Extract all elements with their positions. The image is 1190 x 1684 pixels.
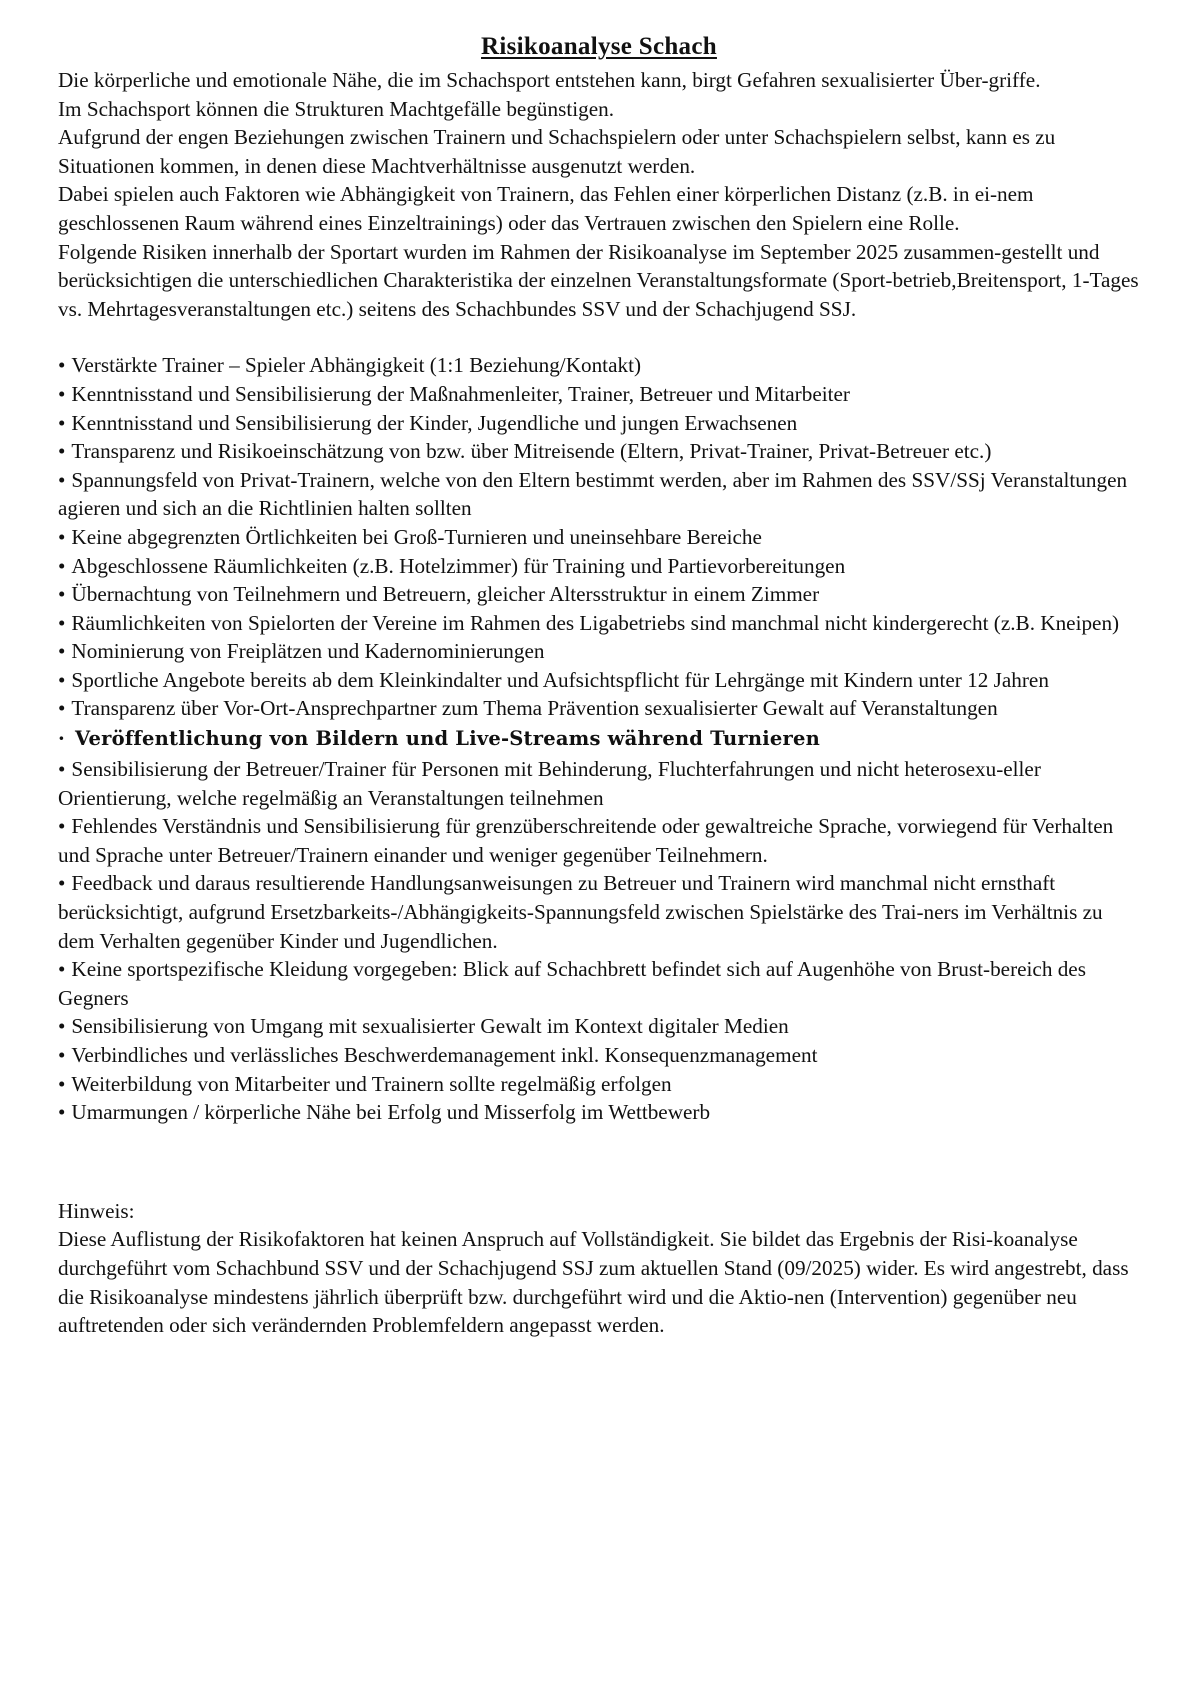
bullet-icon: • [58,582,66,607]
risk-item [58,955,1140,1012]
risk-text: Sportliche Angebote bereits ab dem Kleinkindalter und Aufsichtspflicht für Lehrgänge mit Kindern unter 12 Jahren [71,667,1049,692]
risk-item [58,694,1140,723]
note-label: Hinweis: [58,1198,135,1223]
bullet-icon: • [58,381,66,406]
intro-paragraph: Die körperliche und emotionale Nähe, die im Schachsport entstehen kann, birgt Gefahren sexualisierter Über-griffe. [58,68,1041,92]
risk-text: Nominierung von Freiplätzen und Kadernominierungen [71,639,545,664]
risk-item [58,1041,1140,1070]
risk-item-highlighted [58,723,1140,755]
risk-text: Fehlendes Verständnis und Sensibilisierung für grenzüberschreitende oder gewaltreiche Sprache, vorwiegend für Verhalten und Sprache unter Betreuer/Trainern einander und weniger gegenüber Teilnehmern. [58,814,1114,867]
spacer [58,1127,1140,1197]
risk-item [58,523,1140,552]
note-text: Diese Auflistung der Risikofaktoren hat keinen Anspruch auf Vollständigkeit. Sie bildet das Ergebnis der Risi-koanalyse durchgeführt vom Schachbund SSV und der Schachjugend SSJ zum aktuellen Stand (09/2025) wider. Es wird angestrebt, dass die Risikoanalyse mindestens jährlich überprüft bzw. durchgeführt wird und die Aktio-nen (Intervention) gegenüber neu auftretenden oder sich verändernden Problemfeldern angepasst werden. [58,1227,1129,1338]
risk-text: Feedback und daraus resultierende Handlungsanweisungen zu Betreuer und Trainern wird manchmal nicht ernsthaft berücksichtigt, aufgrund Ersetzbarkeits-/Abhängigkeits-Spannungsfeld zwischen Spielstärke des Trai-ners im Verhältnis zu dem Verhalten gegenüber Kinder und Jugendlichen. [58,871,1103,953]
risk-text: Räumlichkeiten von Spielorten der Vereine im Rahmen des Ligabetriebs sind manchmal nicht kindergerecht (z.B. Kneipen) [71,610,1120,635]
bullet-icon: • [58,553,66,578]
bullet-icon: • [58,410,66,435]
bullet-icon: • [58,524,66,549]
risk-text: Sensibilisierung der Betreuer/Trainer für Personen mit Behinderung, Fluchterfahrungen und nicht heterosexu-eller Orientierung, welche regelmäßig an Veranstaltungen teilnehmen [58,757,1041,810]
risk-text: Weiterbildung von Mitarbeiter und Trainern sollte regelmäßig erfolgen [71,1071,672,1096]
risk-text: Verstärkte Trainer – Spieler Abhängigkeit (1:1 Beziehung/Kontakt) [71,353,642,378]
risk-item [58,1012,1140,1041]
bullet-icon: • [58,667,66,692]
risk-text: Kenntnisstand und Sensibilisierung der Maßnahmenleiter, Trainer, Betreuer und Mitarbeiter [71,381,850,406]
risk-item [58,755,1140,812]
bullet-icon: • [58,1043,66,1067]
risk-text: Umarmungen / körperliche Nähe bei Erfolg und Misserfolg im Wettbewerb [71,1100,711,1125]
risk-text: Sensibilisierung von Umgang mit sexualisierter Gewalt im Kontext digitaler Medien [71,1014,789,1039]
intro-paragraph: Im Schachsport können die Strukturen Machtgefälle begünstigen. [58,96,615,121]
risk-item [58,409,1140,438]
bullet-icon: • [58,957,66,982]
risk-text: Keine abgegrenzten Örtlichkeiten bei Groß-Turnieren und uneinsehbare Bereiche [71,524,762,549]
bullet-icon: • [58,696,66,721]
risk-text: Spannungsfeld von Privat-Trainern, welche von den Eltern bestimmt werden, aber im Rahmen des SSV/SSj Veranstaltungen agieren und sich an die Richtlinien halten sollten [58,467,1128,521]
bullet-icon: • [58,814,66,839]
intro-paragraph: Folgende Risiken innerhalb der Sportart wurden im Rahmen der Risikoanalyse im September 2025 zusammen-gestellt und berücksichtigen die unterschiedlichen Charakteristika der einzelnen Veranstaltungsformate (Sport-betrieb,Breitensport, 1-Tages vs. Mehrtagesveranstaltungen etc.) seitens des Schachbundes SSV und der Schachjugend SSJ. [58,239,1139,321]
intro-paragraph: Dabei spielen auch Faktoren wie Abhängigkeit von Trainern, das Fehlen einer körperlichen Distanz (z.B. in ei-nem geschlossenen Raum während eines Einzeltrainings) oder das Vertrauen zwischen den Spielern eine Rolle. [58,182,1034,235]
bullet-icon: • [58,1014,66,1039]
risk-item [58,812,1140,869]
risk-item [58,637,1140,666]
bullet-icon: • [58,1071,66,1096]
intro-section [58,66,1140,323]
risk-item [58,1098,1140,1127]
bullet-icon: • [58,639,66,664]
risk-list [58,351,1140,1126]
risk-item [58,609,1140,638]
bullet-icon: • [58,439,66,464]
risk-item [58,666,1140,695]
risk-item [58,580,1140,609]
risk-item [58,466,1140,523]
note-section [58,1197,1140,1340]
risk-text: Veröffentlichung von Bildern und Live-Streams während Turnieren [75,727,820,751]
risk-item [58,869,1140,955]
bullet-icon: • [58,467,66,492]
risk-item [58,1070,1140,1099]
document-title: Risikoanalyse Schach [481,33,717,60]
bullet-icon: • [58,757,66,782]
bullet-icon: • [58,1100,66,1125]
intro-paragraph: Aufgrund der engen Beziehungen zwischen Trainern und Schachspielern oder unter Schachspielern selbst, kann es zu Situationen kommen, in denen diese Machtverhältnisse ausgenutzt werden. [58,125,1056,178]
risk-item [58,437,1140,466]
risk-text: Keine sportspezifische Kleidung vorgegeben: Blick auf Schachbrett befindet sich auf Augenhöhe von Brust-bereich des Gegners [58,957,1086,1010]
risk-item [58,380,1140,409]
bullet-icon: · [58,727,65,751]
risk-item [58,351,1140,380]
bullet-icon: • [58,610,66,635]
risk-text: Abgeschlossene Räumlichkeiten (z.B. Hotelzimmer) für Training und Partievorbereitungen [71,553,846,578]
risk-text: Kenntnisstand und Sensibilisierung der Kinder, Jugendliche und jungen Erwachsenen [71,410,798,435]
risk-item [58,552,1140,581]
risk-text: Verbindliches und verlässliches Beschwerdemanagement inkl. Konsequenzmanagement [71,1043,818,1067]
risk-text: Transparenz und Risikoeinschätzung von bzw. über Mitreisende (Eltern, Privat-Trainer, Privat-Betreuer etc.) [71,439,992,464]
bullet-icon: • [58,353,66,378]
spacer [58,323,1140,351]
document-page [58,30,1140,1340]
bullet-icon: • [58,871,66,896]
risk-text: Transparenz über Vor-Ort-Ansprechpartner zum Thema Prävention sexualisierter Gewalt auf Veranstaltungen [71,696,998,721]
risk-text: Übernachtung von Teilnehmern und Betreuern, gleicher Altersstruktur in einem Zimmer [71,582,820,607]
